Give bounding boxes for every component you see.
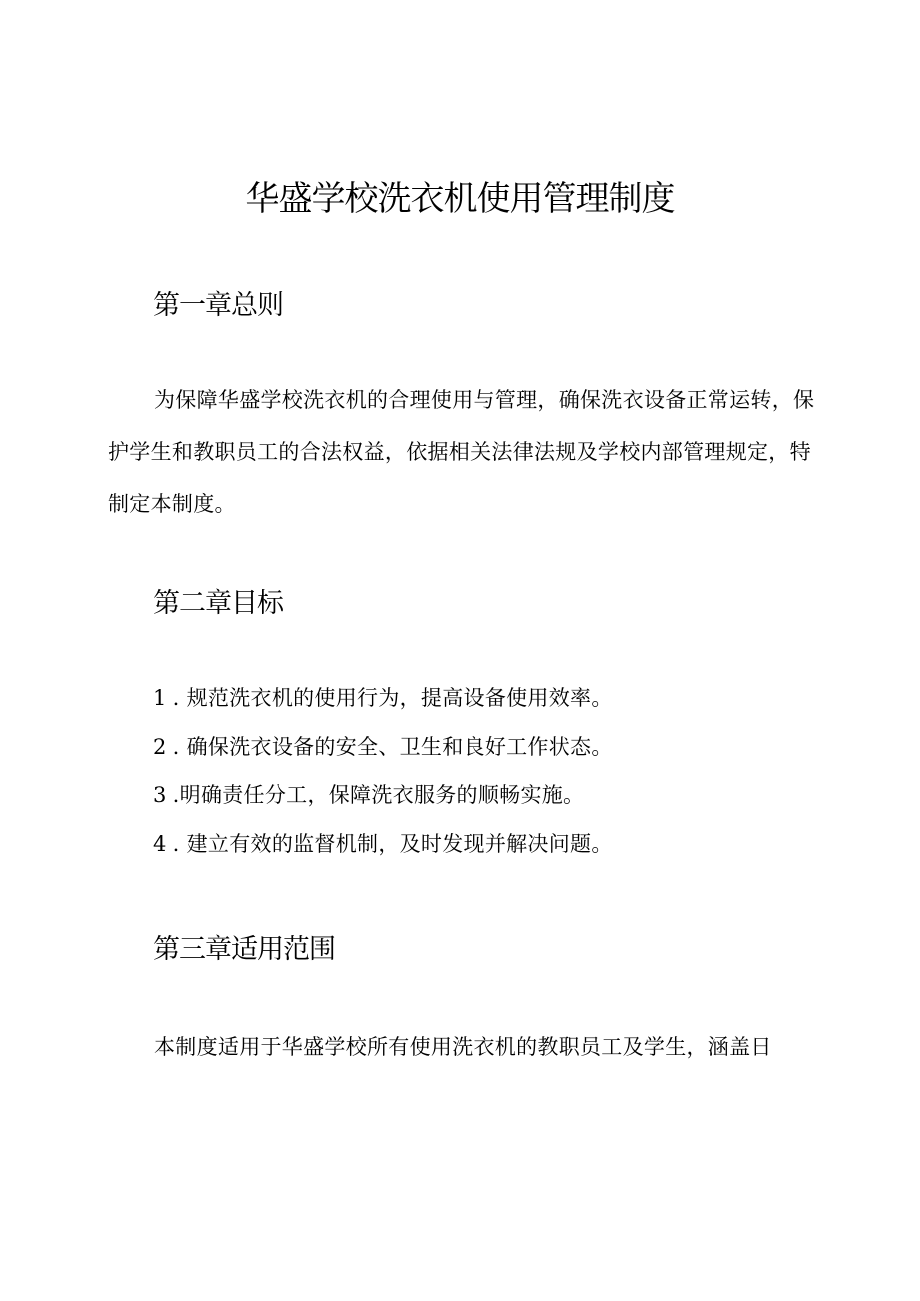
list-item <box>153 820 613 869</box>
chapter-3-heading: 第三章适用范围 <box>153 934 335 965</box>
document-title: 华盛学校洗衣机使用管理制度 <box>245 179 675 219</box>
chapter-1-paragraph: 为保障华盛学校洗衣机的合理使用与管理，确保洗衣设备正常运转，保护学生和教职员工的合法权益，依据相关法律法规及学校内部管理规定，特制定本制度。 <box>108 388 815 516</box>
list-item-number: 2 <box>153 734 167 759</box>
list-item-text: . 确保洗衣设备的安全、卫生和良好工作状态。 <box>172 734 613 759</box>
list-item <box>153 674 613 723</box>
goals-list <box>153 674 613 868</box>
list-item-number: 4 <box>153 831 167 856</box>
list-item-text: .明确责任分工，保障洗衣服务的顺畅实施。 <box>172 783 585 807</box>
chapter-1-heading: 第一章总则 <box>153 290 283 321</box>
list-item-number: 3 <box>153 783 167 807</box>
list-item-text: . 建立有效的监督机制，及时发现并解决问题。 <box>172 831 613 856</box>
list-item-number: 1 <box>153 686 167 710</box>
chapter-3-paragraph: 本制度适用于华盛学校所有使用洗衣机的教职员工及学生，涵盖日 <box>154 1035 772 1059</box>
list-item <box>153 723 613 772</box>
list-item <box>153 771 613 820</box>
list-item-text: . 规范洗衣机的使用行为，提高设备使用效率。 <box>172 686 613 710</box>
chapter-2-heading: 第二章目标 <box>153 588 283 619</box>
